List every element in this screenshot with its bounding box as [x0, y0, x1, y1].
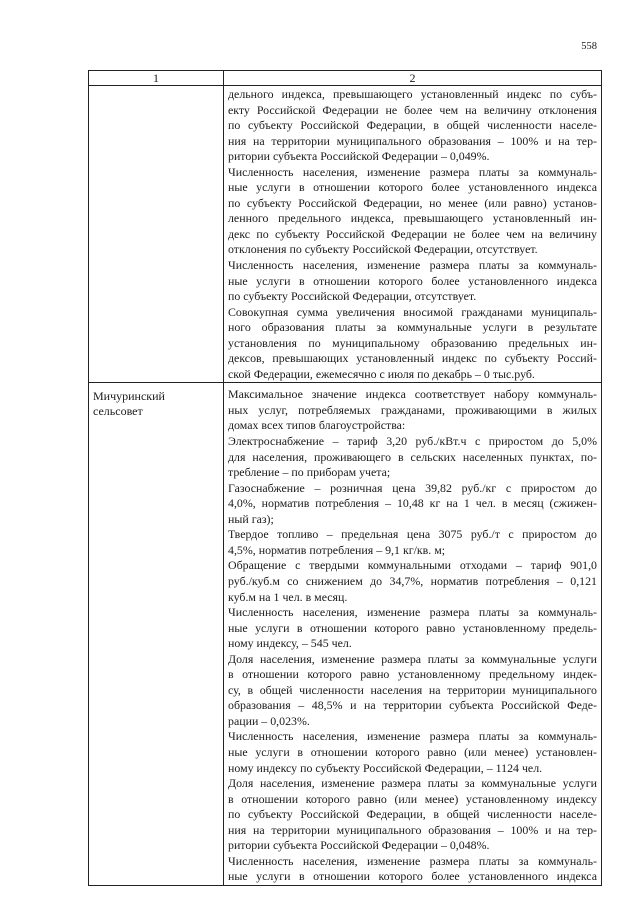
text-line: по субъекту Российской Федерации, но менее (или равно) установ-: [228, 195, 597, 210]
text-line: ской Федерации, ежемесячно с июля по декабрь – 0 тыс.руб.: [228, 366, 535, 381]
text-line: Обращение с твердыми коммунальными отходами – тариф 901,0: [228, 558, 597, 573]
text-line: Доля населения, изменение размера платы за коммунальные услуги: [228, 776, 597, 791]
text-line: ритории субъекта Российской Федерации – 0,048%.: [228, 838, 490, 853]
text-line: ния на территории муниципального образования – 100% и на тер-: [228, 822, 597, 837]
paragraph: [228, 481, 597, 528]
text-line: Газоснабжение – розничная цена 39,82 руб./кг с приростом до: [228, 480, 597, 495]
text-line: ные услуги в отношении которого более установленного индекса: [228, 180, 597, 195]
text-line: Электроснабжение – тариф 3,20 руб./кВт.ч с приростом до 5,0%: [228, 434, 597, 449]
description-cell: [224, 86, 602, 383]
text-line: ного образования платы за коммунальные услуги в результате: [228, 320, 597, 335]
text-line: домах всех типов благоустройства:: [228, 418, 406, 433]
text-line: установления по муниципальному образованию предельных ин-: [228, 335, 597, 350]
text-line: ный газ);: [228, 511, 274, 526]
description-cell: [224, 383, 602, 886]
paragraph: [228, 165, 597, 258]
municipality-name-line: Мичуринский: [93, 389, 165, 404]
text-line: 4,0%, норматив потребления – 10,48 кг на 1 чел. в месяц (сжижен-: [228, 496, 597, 511]
text-line: 4,5%, норматив потребления – 9,1 кг/кв. м;: [228, 542, 446, 557]
text-line: для населения, проживающего в сельских населенных пунктах, по-: [228, 449, 597, 464]
text-line: руб./куб.м со снижением до 34,7%, норматив потребления – 0,121: [228, 573, 597, 588]
paragraph: [228, 652, 597, 730]
text-line: рации – 0,023%.: [228, 713, 310, 728]
text-line: Численность населения, изменение размера платы за коммуналь-: [228, 605, 597, 620]
text-line: Численность населения, изменение размера платы за коммуналь-: [228, 164, 597, 179]
paragraph: [228, 387, 597, 434]
text-line: ритории субъекта Российской Федерации – 0,049%.: [228, 149, 490, 164]
text-line: декс по субъекту Российской Федерации не более чем на величину: [228, 226, 597, 241]
text-line: Твердое топливо – предельная цена 3075 руб./т с приростом до: [228, 527, 597, 542]
text-line: су, в общей численности населения на территории муниципального: [228, 682, 597, 697]
paragraph: [228, 558, 597, 605]
text-line: Максимальное значение индекса соответствует набору коммуналь-: [228, 387, 597, 402]
text-line: ленного предельного индекса, превышающего установленный ин-: [228, 211, 597, 226]
municipality-name-cell: [89, 383, 224, 886]
paragraph: [228, 527, 597, 558]
text-line: куб.м на 1 чел. в месяц.: [228, 589, 348, 604]
text-line: Доля населения, изменение размера платы за коммунальные услуги: [228, 651, 597, 666]
text-line: ные услуги в отношении которого равно установленному предель-: [228, 620, 597, 635]
text-line: по субъекту Российской Федерации, в общей численности населе-: [228, 118, 597, 133]
text-line: по субъекту Российской Федерации, в общей численности населе-: [228, 807, 597, 822]
text-line: Численность населения, изменение размера платы за коммуналь-: [228, 258, 597, 273]
text-line: ному индексу по субъекту Российской Федерации, – 1124 чел.: [228, 760, 543, 775]
text-line: дельного индекса, превышающего установленный индекс по субъ-: [228, 87, 597, 101]
column-header-2: 2: [224, 71, 602, 86]
text-line: ния на территории муниципального образования – 100% и на тер-: [228, 133, 597, 148]
text-line: требление – по приборам учета;: [228, 465, 391, 480]
text-line: ные услуги в отношении которого более установленного индекса: [228, 273, 597, 288]
text-line: екту Российской Федерации не более чем на величину отклонения: [228, 102, 597, 117]
paragraph: [228, 87, 597, 165]
text-line: Совокупная сумма увеличения вносимой гражданами муниципаль-: [228, 304, 597, 319]
paragraph: [228, 776, 597, 854]
paragraph: [228, 258, 597, 305]
text-line: в отношении которого равно (или менее) установленному индексу: [228, 791, 597, 806]
text-line: ные услуги в отношении которого равно (или менее) установлен-: [228, 744, 597, 759]
text-line: образования – 48,5% и на территории субъекта Российской Феде-: [228, 698, 597, 713]
column-header-1: 1: [89, 71, 224, 86]
paragraph: [228, 729, 597, 776]
text-line: в отношении которого равно установленному предельному индек-: [228, 667, 597, 682]
text-line: отклонения по субъекту Российской Федерации, отсутствует.: [228, 242, 538, 257]
paragraph: [228, 605, 597, 652]
text-line: Численность населения, изменение размера платы за коммуналь-: [228, 853, 597, 868]
municipality-name-cell: [89, 86, 224, 383]
table-row: [89, 86, 602, 383]
paragraph: [228, 305, 597, 383]
text-line: ных услуг, потребляемых гражданами, проживающими в жилых: [228, 402, 597, 417]
table-header-row: [89, 71, 602, 86]
table-row: [89, 383, 602, 886]
text-line: ному индексу, – 545 чел.: [228, 636, 352, 651]
text-line: по субъекту Российской Федерации, отсутствует.: [228, 289, 477, 304]
municipality-name-line: сельсовет: [93, 404, 143, 419]
page-number: 558: [581, 41, 597, 52]
paragraph: [228, 854, 597, 885]
text-line: ные услуги в отношении которого более установленного индекса: [228, 869, 597, 884]
text-line: дексов, превышающих установленный индекс по субъекту Россий-: [228, 351, 597, 366]
paragraph: [228, 434, 597, 481]
text-line: Численность населения, изменение размера платы за коммуналь-: [228, 729, 597, 744]
document-table: [88, 70, 602, 886]
